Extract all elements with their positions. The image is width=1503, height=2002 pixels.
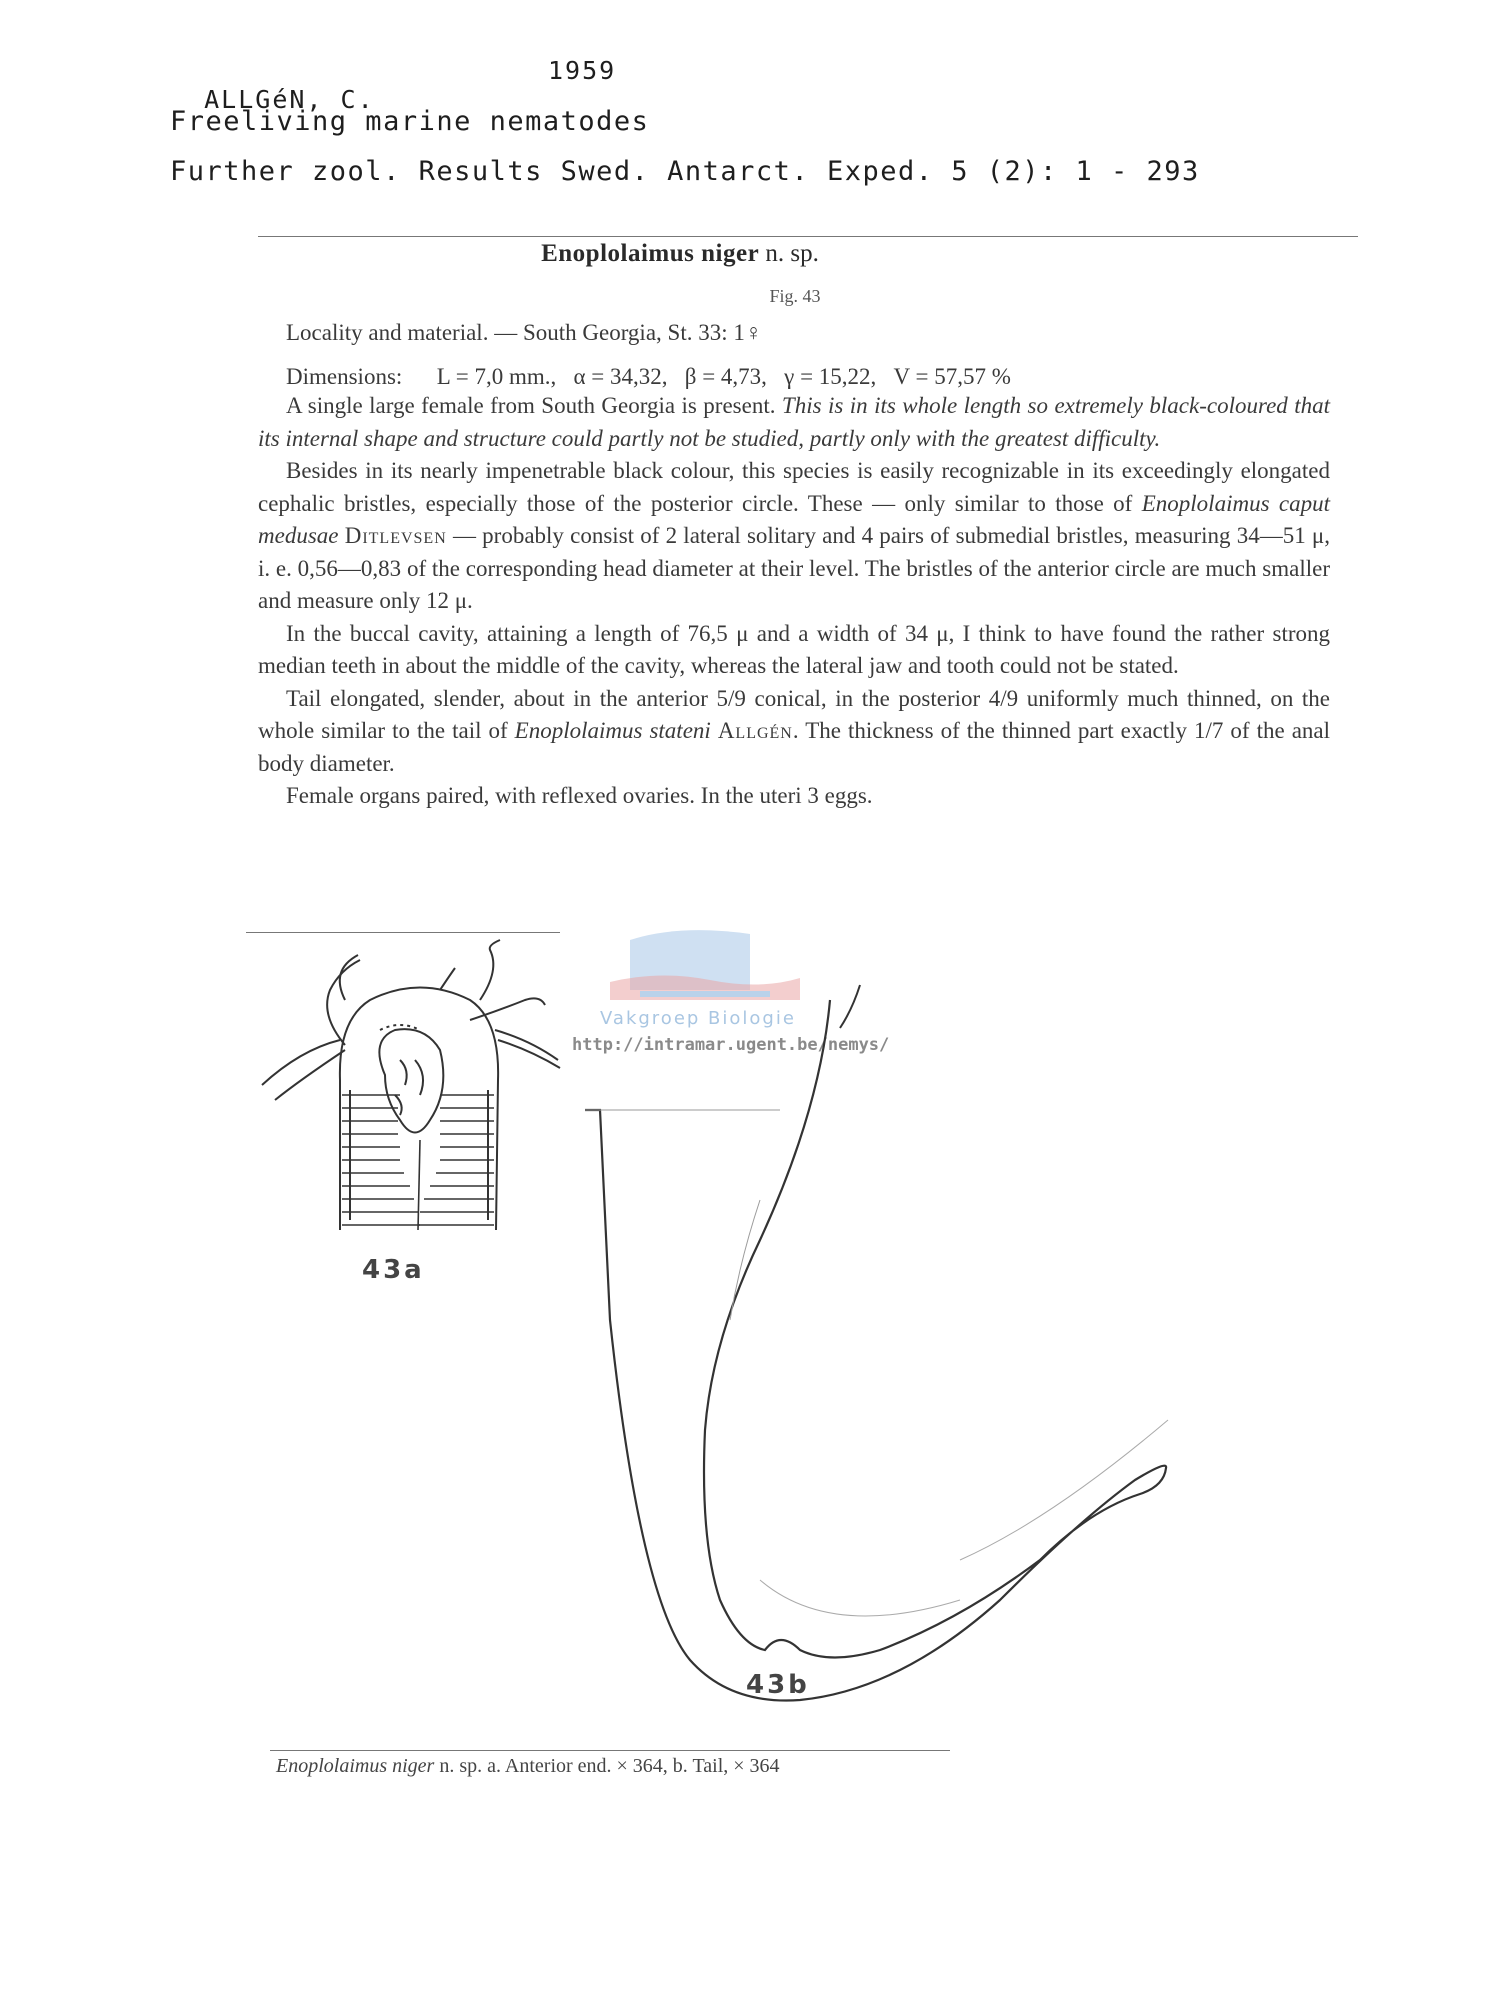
species-title: [0, 240, 1360, 268]
p4-text-a: Tail elongated, slender, about in the anterior 5/9 conical, in the posterior 4/9 uniformly much thinned, on the whole similar to the tail of: [258, 685, 1330, 743]
p2-text-a: Besides in its nearly impenetrable black colour, this species is easily recognizable in its exceedingly elongated cephalic bristles, especially those of the posterior circle. These — only similar to those of: [258, 458, 1330, 516]
caption-rule: [270, 1750, 950, 1751]
figure-caption: [276, 1755, 780, 1778]
figure-top-rule: [246, 932, 560, 933]
paragraph-1: [258, 390, 1330, 455]
paragraph-4: [258, 683, 1330, 781]
watermark-url: http://intramar.ugent.be/nemys/: [572, 1035, 890, 1055]
description-body: [258, 390, 1330, 813]
caption-text: n. sp. a. Anterior end. × 364, b. Tail, × 364: [439, 1755, 780, 1777]
species-name: Enoplolaimus niger: [541, 240, 760, 267]
header-title: Freeliving marine nematodes: [170, 106, 650, 137]
p2-species: Enoplolaimus caput medusae: [258, 490, 1330, 548]
species-suffix: n. sp.: [765, 240, 819, 267]
p1-text: A single large female from South Georgia is present.: [286, 393, 776, 418]
locality-line: Locality and material. — South Georgia, St. 33: 1♀: [286, 320, 763, 345]
figure-label-43b: 43b: [746, 1670, 810, 1700]
header-author: ALLGéN, C.: [204, 85, 375, 114]
caption-species: Enoplolaimus niger: [276, 1755, 435, 1777]
figure-reference: Fig. 43: [769, 286, 821, 306]
p4-text-b: . The thickness of the thinned part exactly 1/7 of the anal body diameter.: [258, 718, 1330, 776]
dimensions-label: Dimensions:: [286, 364, 403, 389]
figure-label-43a: 43a: [362, 1255, 425, 1285]
header-citation: Further zool. Results Swed. Antarct. Exped. 5 (2): 1 - 293: [170, 156, 1200, 187]
paragraph-5: Female organs paired, with reflexed ovaries. In the uteri 3 eggs.: [286, 783, 873, 808]
p4-author: Allgén: [717, 718, 793, 743]
top-rule: [258, 236, 1358, 237]
p4-species: Enoplolaimus stateni: [514, 718, 711, 743]
figure-43b-tail: [585, 985, 1168, 1701]
p2-text-b: — probably consist of 2 lateral solitary and 4 pairs of submedial bristles, measuring 34—51 μ, i. e. 0,56—0,83 of the corresponding head diameter at their level. The bristles of the anterior circle are much smaller and measure only 12 μ.: [258, 523, 1331, 613]
figure-43a-anterior-end: [262, 940, 560, 1230]
paragraph-2: [258, 455, 1330, 618]
watermark-logo-icon: [600, 920, 810, 1010]
watermark-org: Vakgroep Biologie: [600, 1008, 796, 1029]
p2-author: Ditlevsen: [344, 523, 447, 548]
paragraph-3: In the buccal cavity, attaining a length of 76,5 μ and a width of 34 μ, I think to have found the rather strong median teeth in about the middle of the cavity, whereas the lateral jaw and tooth could not be stated.: [258, 620, 1330, 678]
p1-italic: This is in its whole length so extremely black-coloured that its internal shape and structure could partly not be studied, partly only with the greatest difficulty.: [258, 393, 1330, 451]
header-year: 1959: [548, 56, 617, 85]
dimensions-values: L = 7,0 mm., α = 34,32, β = 4,73, γ = 15,22, V = 57,57 %: [436, 364, 1011, 389]
dimensions-line: [286, 364, 1011, 390]
